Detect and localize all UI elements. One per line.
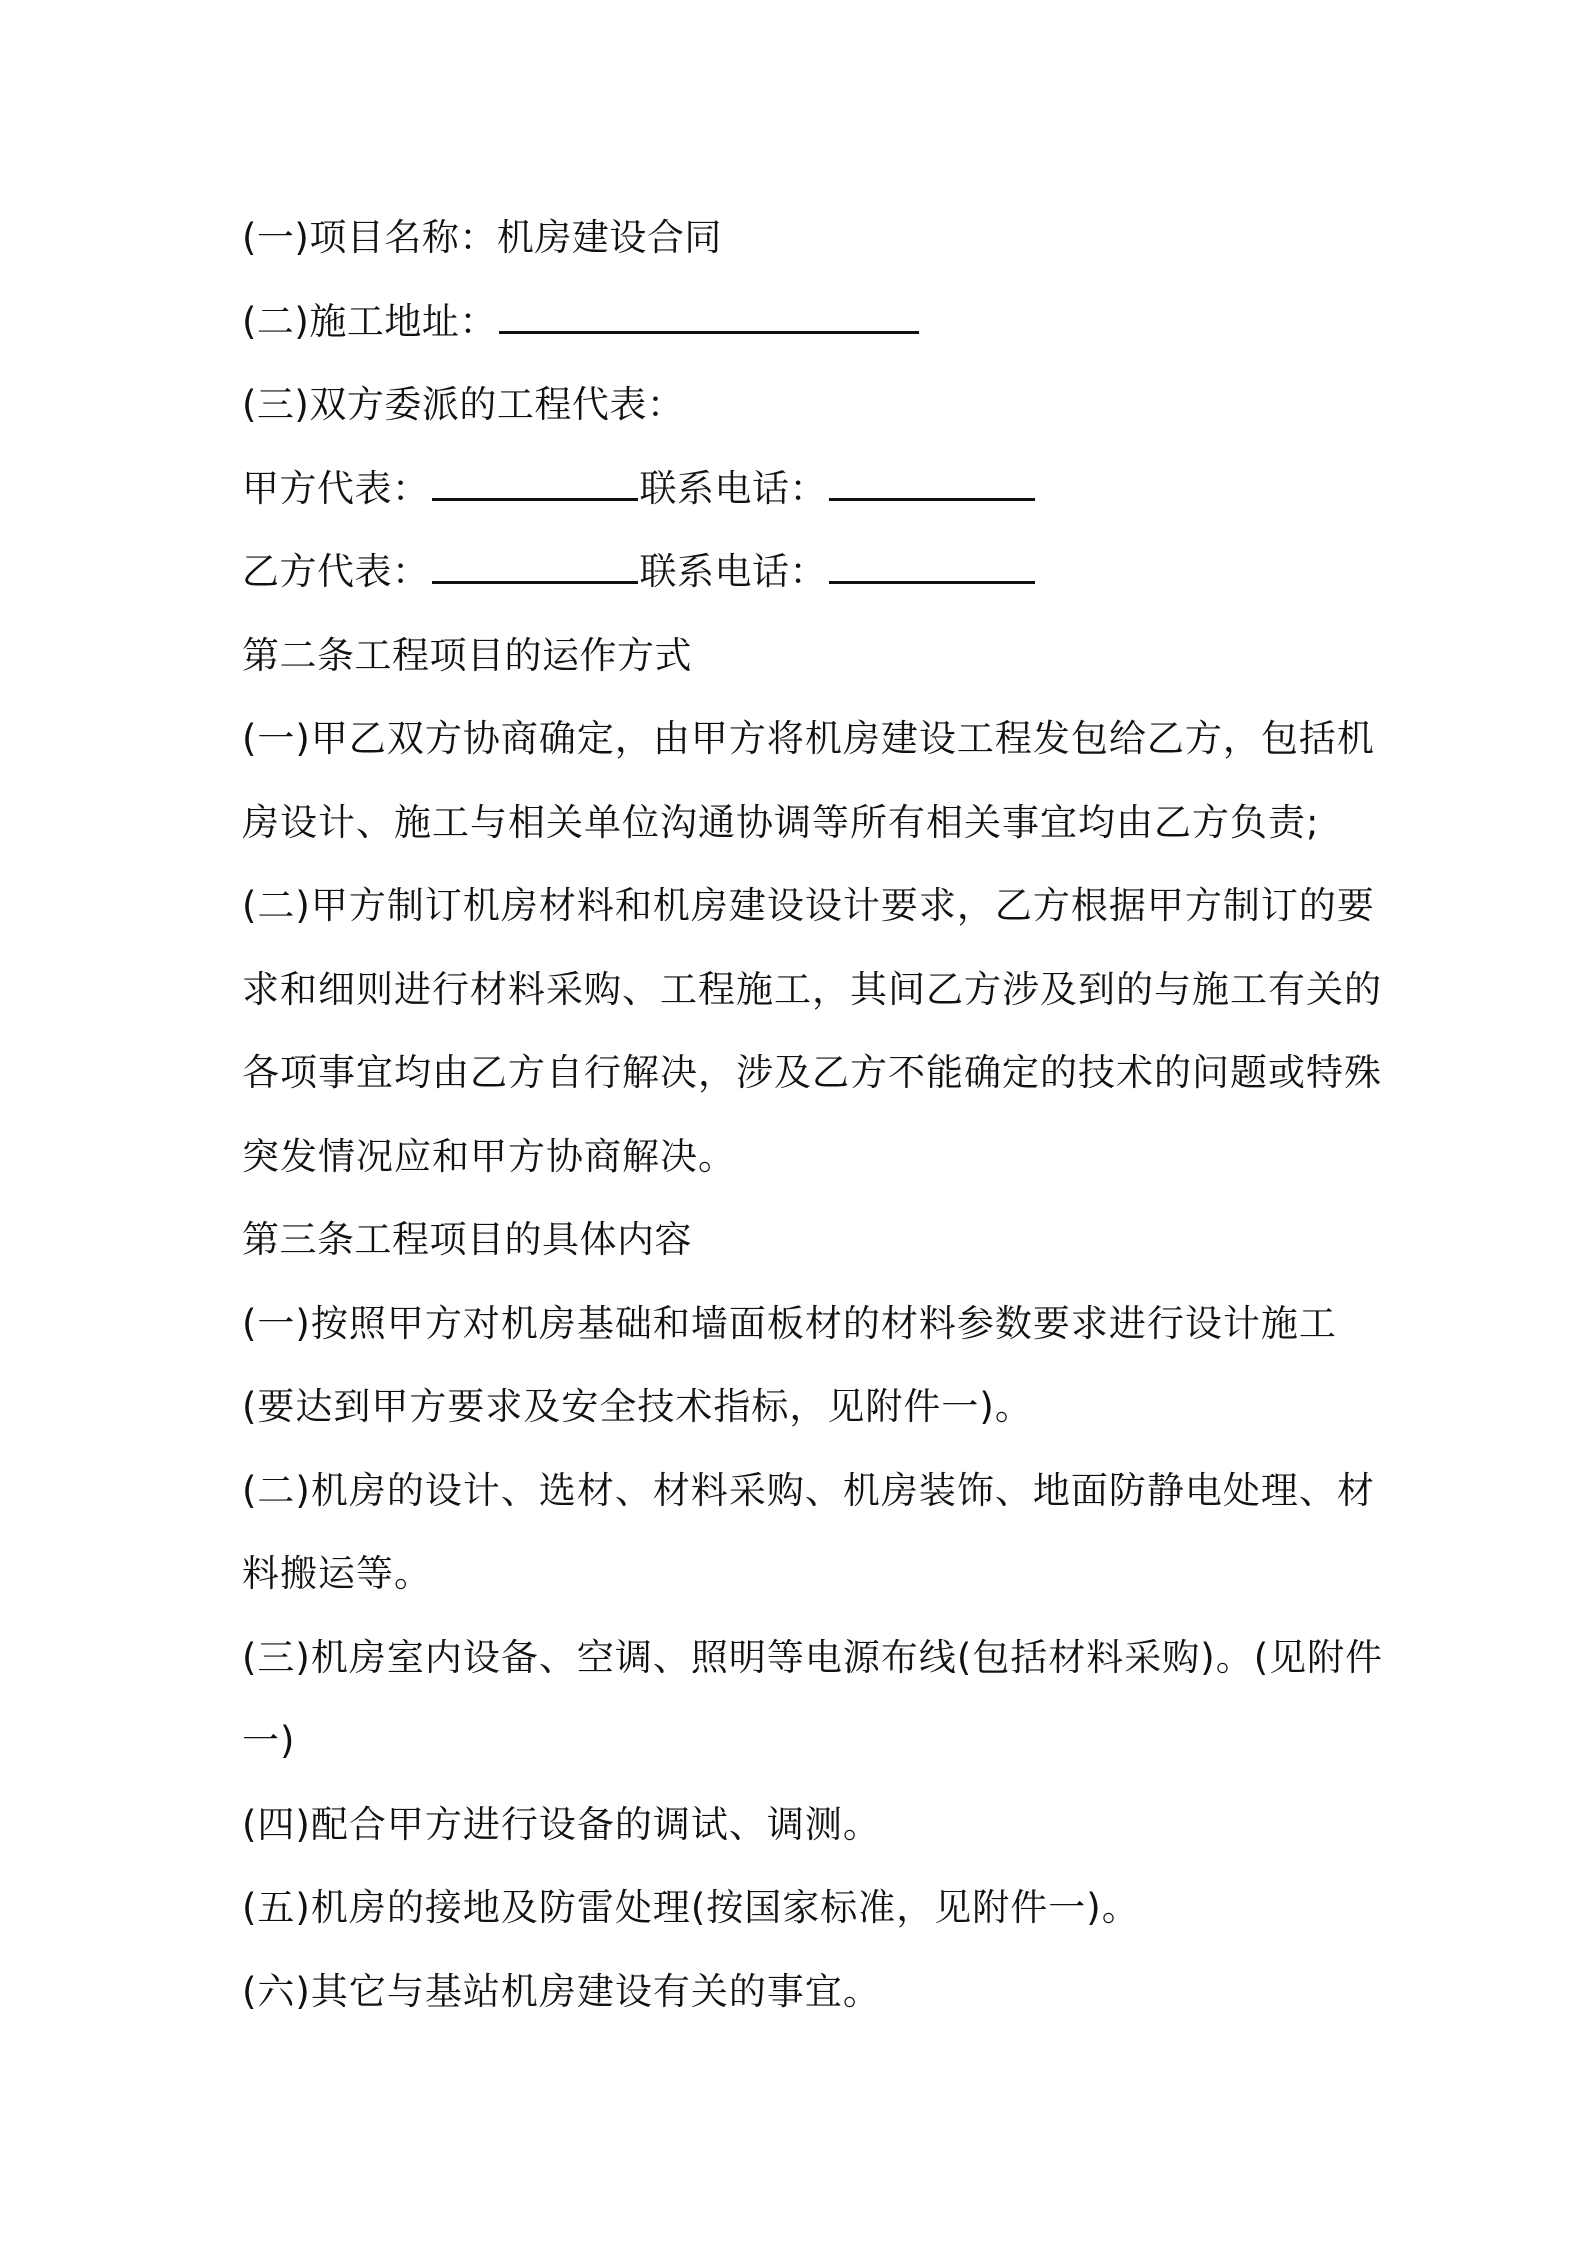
party-b-rep-blank [432, 551, 638, 584]
article-2-item-2-line-4: 突发情况应和甲方协商解决。 [242, 1134, 736, 1178]
article-2-item-2-line-2: 求和细则进行材料采购、工程施工，其间乙方涉及到的与施工有关的 [242, 967, 1382, 1011]
article-3-heading: 第三条工程项目的具体内容 [242, 1218, 692, 1261]
party-a-rep-label: 甲方代表： [242, 466, 430, 510]
party-b-phone-blank [829, 551, 1035, 584]
article-2-item-1-line-1: (一)甲乙双方协商确定，由甲方将机房建设工程发包给乙方，包括机 [242, 717, 1375, 760]
party-a-line [242, 447, 1362, 531]
article-2-item-2-line-3: 各项事宜均由乙方自行解决，涉及乙方不能确定的技术的问题或特殊 [242, 1051, 1382, 1094]
party-a-phone-blank [829, 468, 1035, 501]
construction-address-label: (二)施工地址： [242, 299, 497, 343]
representatives-heading: (三)双方委派的工程代表： [242, 383, 685, 426]
article-2-item-1-line-2: 房设计、施工与相关单位沟通协调等所有相关事宜均由乙方负责; [242, 800, 1320, 844]
article-3-item-1-line-2: (要达到甲方要求及安全技术指标，见附件一)。 [242, 1385, 1033, 1428]
article-3-item-4: (四)配合甲方进行设备的调试、调测。 [242, 1802, 881, 1846]
party-a-phone-label: 联系电话： [639, 466, 827, 510]
party-b-line [242, 530, 1362, 614]
article-3-item-2-line-1: (二)机房的设计、选材、材料采购、机房装饰、地面防静电处理、材 [242, 1468, 1375, 1512]
article-3-item-6: (六)其它与基站机房建设有关的事宜。 [242, 1969, 881, 2013]
project-name-line: (一)项目名称：机房建设合同 [242, 216, 722, 259]
article-3-item-1-line-1: (一)按照甲方对机房基础和墙面板材的材料参数要求进行设计施工 [242, 1301, 1337, 1345]
article-3-item-3-line-1: (三)机房室内设备、空调、照明等电源布线(包括材料采购)。(见附件 [242, 1635, 1384, 1679]
article-3-item-5: (五)机房的接地及防雷处理(按国家标准，见附件一)。 [242, 1886, 1140, 1929]
party-b-rep-label: 乙方代表： [242, 550, 430, 593]
article-2-heading: 第二条工程项目的运作方式 [242, 633, 692, 677]
article-3-item-3-line-2: 一) [242, 1719, 296, 1762]
party-a-rep-blank [432, 468, 638, 501]
construction-address-blank [499, 301, 919, 334]
construction-address-line [242, 280, 1362, 364]
contract-page [242, 196, 1384, 2033]
article-3-item-2-line-2: 料搬运等。 [242, 1552, 432, 1595]
article-2-item-2-line-1: (二)甲方制订机房材料和机房建设设计要求，乙方根据甲方制订的要 [242, 884, 1375, 927]
party-b-phone-label: 联系电话： [639, 550, 827, 593]
